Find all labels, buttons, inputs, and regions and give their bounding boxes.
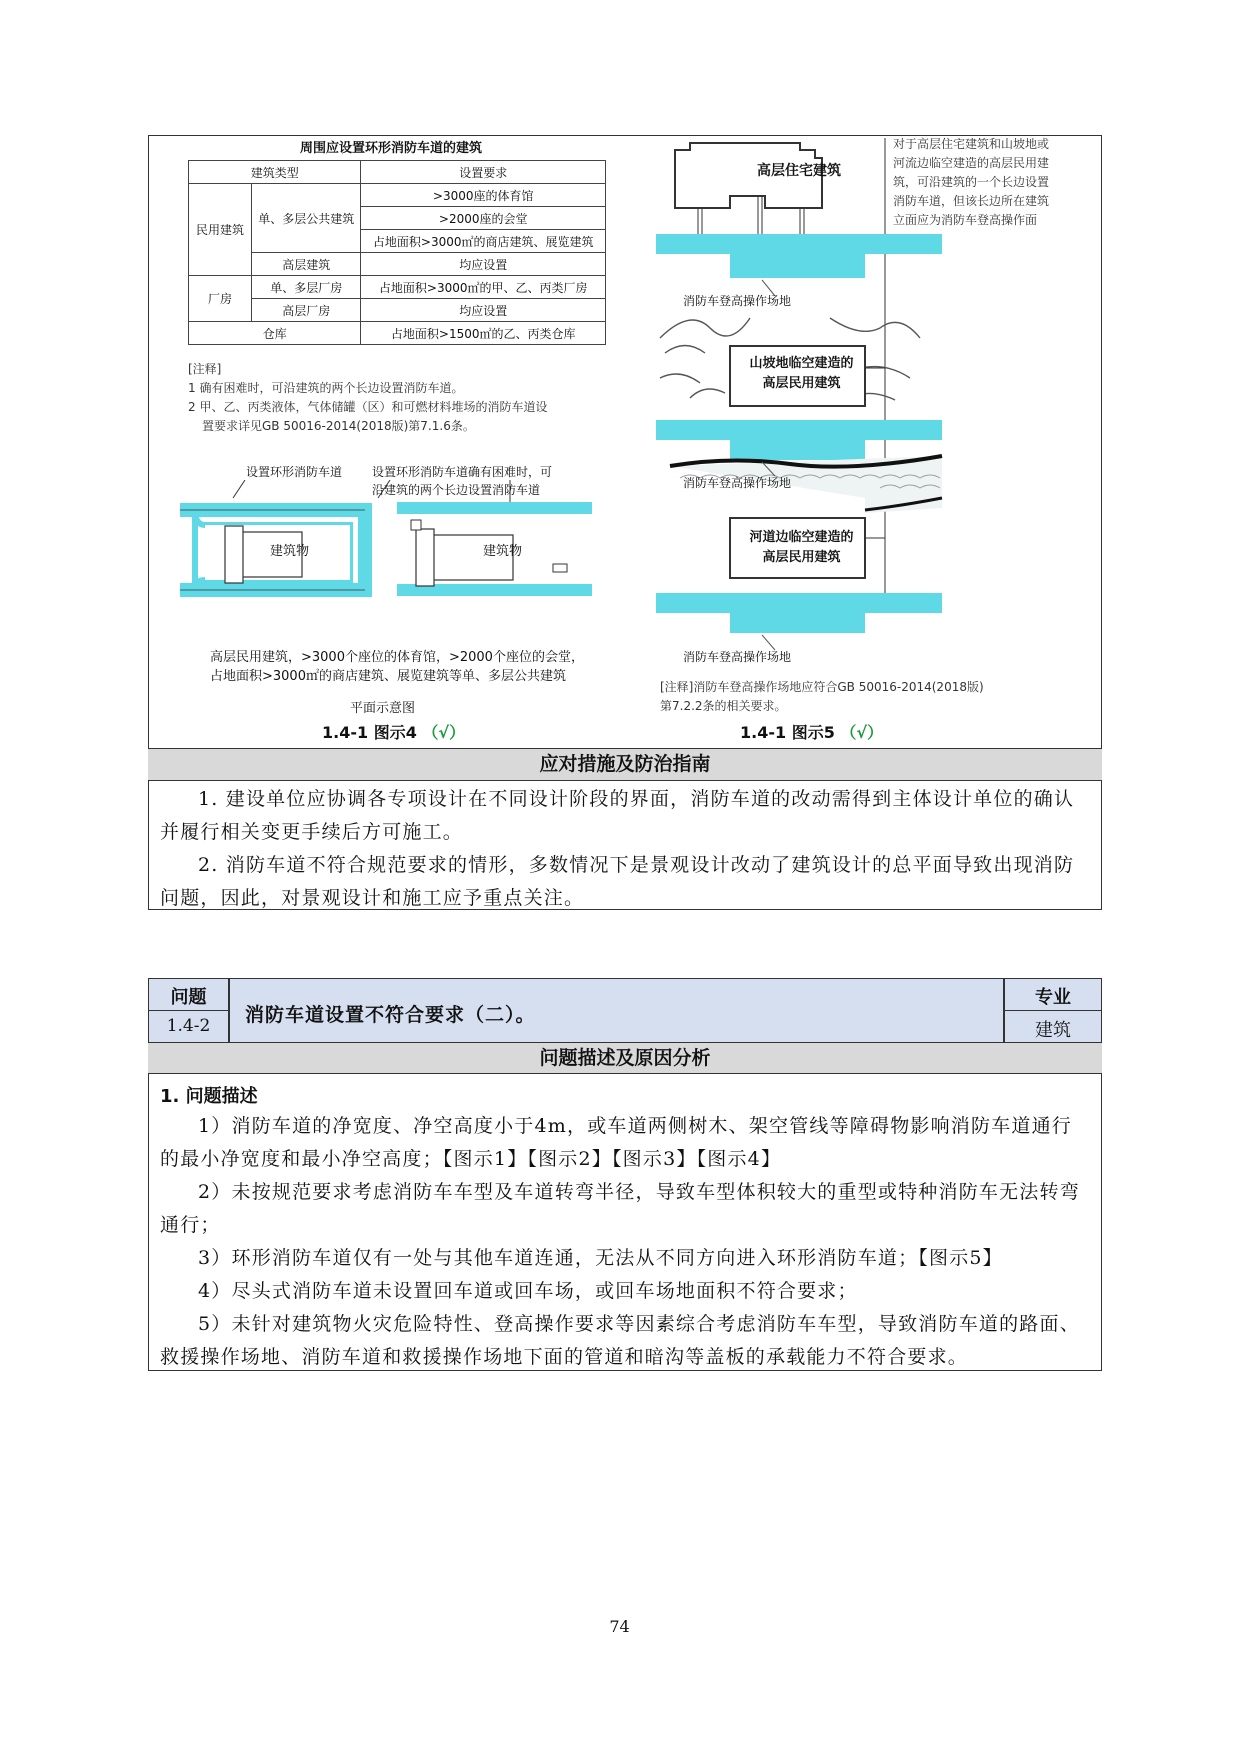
issue-item-3: 3）环形消防车道仅有一处与其他车道连通，无法从不同方向进入环形消防车道；【图示5】 [198, 1247, 1003, 1269]
cell-high-factory: 高层厂房 [252, 299, 361, 322]
platform-label-1: 消防车登高操作场地 [683, 294, 792, 308]
right-note [660, 678, 984, 716]
issue-item-1: 1）消防车道的净宽度、净空高度小于4m，或车道两侧树木、架空管线等障碍物影响消防车道通行的最小净宽度和最小净空高度；【图示1】【图示2】【图示3】【图示4】 [160, 1115, 1072, 1170]
building-3-line-b: 高层民用建筑 [762, 550, 841, 565]
guide-paragraph-1: 1. 建设单位应协调各专项设计在不同设计阶段的界面，消防车道的改动需得到主体设计单位的确认并履行相关变更手续后方可施工。 [160, 788, 1075, 843]
cell-req3: 占地面积>3000㎡的商店建筑、展览建筑 [361, 230, 606, 253]
guide-header: 应对措施及防治指南 [148, 748, 1102, 781]
desc-title: 1. 问题描述 [160, 1086, 258, 1107]
building-2-line-a: 山坡地临空建造的 [749, 356, 854, 371]
cell-warehouse: 仓库 [189, 322, 361, 345]
side-note-line-3: 筑，可沿建筑的一个长边设置 [893, 175, 1050, 189]
cell-multi-public: 单、多层公共建筑 [252, 184, 361, 253]
side-note-line-5: 立面应为消防车登高操作面 [893, 213, 1038, 227]
issue-item-4: 4）尽头式消防车道未设置回车道或回车场，或回车场地面积不符合要求； [198, 1280, 858, 1302]
side-note-line-1: 对于高层住宅建筑和山坡地或 [893, 137, 1050, 151]
building-label-left: 建筑物 [270, 544, 310, 559]
table-header-type: 建筑类型 [189, 161, 361, 184]
site-plan-diagrams [175, 480, 595, 610]
guide-body [160, 783, 1090, 915]
cell-multi-factory: 单、多层厂房 [252, 276, 361, 299]
check-mark-icon: （√） [422, 723, 466, 742]
building-3-label [734, 528, 869, 568]
building-2-label [734, 354, 869, 394]
cell-warehouse-req: 占地面积>1500㎡的乙、丙类仓库 [361, 322, 606, 345]
label-difficult-line-a: 设置环形消防车道确有困难时，可 [372, 465, 553, 479]
issue-number: 1.4-2 [166, 1016, 211, 1036]
plan-description [210, 648, 584, 686]
guide-paragraph-2: 2. 消防车道不符合规范要求的情形，多数情况下是景观设计改动了建筑设计的总平面导致出现消防问题，因此，对景观设计和施工应予重点关注。 [160, 854, 1075, 909]
major-label: 专业 [1035, 987, 1071, 1008]
notes-title: [注释] [188, 362, 222, 376]
major-value: 建筑 [1035, 1020, 1071, 1041]
right-note-line-b: 第7.2.2条的相关要求。 [660, 699, 787, 713]
table-title: 周围应设置环形消防车道的建筑 [300, 141, 483, 156]
check-mark-icon: （√） [840, 723, 884, 742]
building-1-label: 高层住宅建筑 [757, 163, 841, 179]
building-3-line-a: 河道边临空建造的 [749, 530, 854, 545]
plan-desc-line-a: 高层民用建筑，>3000个座位的体育馆，>2000个座位的会堂， [210, 650, 584, 665]
side-note [893, 135, 1049, 230]
issue-item-5: 5）未针对建筑物火灾危险特性、登高操作要求等因素综合考虑消防车车型，导致消防车道的路面、救援操作场地、消防车道和救援操作场地下面的管道和暗沟等盖板的承载能力不符合要求。 [160, 1313, 1080, 1368]
note-1: 1 确有困难时，可沿建筑的两个长边设置消防车道。 [188, 381, 464, 395]
plan-label: 平面示意图 [350, 701, 416, 716]
issue-title: 消防车道设置不符合要求（二）。 [245, 1004, 536, 1026]
cell-factory: 厂房 [189, 276, 252, 322]
platform-label-3: 消防车登高操作场地 [683, 650, 792, 664]
side-note-line-2: 河流边临空建造的高层民用建 [893, 156, 1050, 170]
issue-items [160, 1110, 1090, 1374]
building-2-line-b: 高层民用建筑 [762, 376, 841, 391]
requirements-table [188, 160, 606, 345]
analysis-header: 问题描述及原因分析 [148, 1042, 1102, 1074]
cell-high-rise: 高层建筑 [252, 253, 361, 276]
label-difficult-line-b: 沿建筑的两个长边设置消防车道 [372, 483, 541, 497]
issue-label: 问题 [170, 987, 207, 1008]
caption-5-text: 1.4-1 图示5 [740, 723, 835, 742]
cell-multi-factory-req: 占地面积>3000㎡的甲、乙、丙类厂房 [361, 276, 606, 299]
cell-high-factory-req: 均应设置 [361, 299, 606, 322]
plan-desc-line-b: 占地面积>3000㎡的商店建筑、展览建筑等单、多层公共建筑 [210, 669, 566, 684]
figure-caption-4 [322, 720, 465, 743]
cell-civil: 民用建筑 [189, 184, 252, 276]
note-2a: 2 甲、乙、丙类液体，气体储罐（区）和可燃材料堆场的消防车道设 [188, 400, 548, 414]
notes-block [188, 360, 547, 436]
cell-req2: >2000座的会堂 [361, 207, 606, 230]
caption-4-text: 1.4-1 图示4 [322, 723, 417, 742]
note-2b: 置要求详见GB 50016-2014(2018版)第7.1.6条。 [202, 419, 475, 433]
cell-high-rise-req: 均应设置 [361, 253, 606, 276]
side-note-line-4: 消防车道，但该长边所在建筑 [893, 194, 1050, 208]
building-label-right: 建筑物 [483, 544, 523, 559]
label-ring-road: 设置环形消防车道 [246, 465, 343, 479]
page-number: 74 [609, 1617, 630, 1636]
issue-item-2: 2）未按规范要求考虑消防车车型及车道转弯半径，导致车型体积较大的重型或特种消防车无法转弯通行； [160, 1181, 1080, 1236]
table-header-req: 设置要求 [361, 161, 606, 184]
right-note-line-a: [注释]消防车登高操作场地应符合GB 50016-2014(2018版) [660, 680, 984, 694]
platform-label-2: 消防车登高操作场地 [683, 476, 792, 490]
cell-req1: >3000座的体育馆 [361, 184, 606, 207]
figure-caption-5 [740, 720, 883, 743]
